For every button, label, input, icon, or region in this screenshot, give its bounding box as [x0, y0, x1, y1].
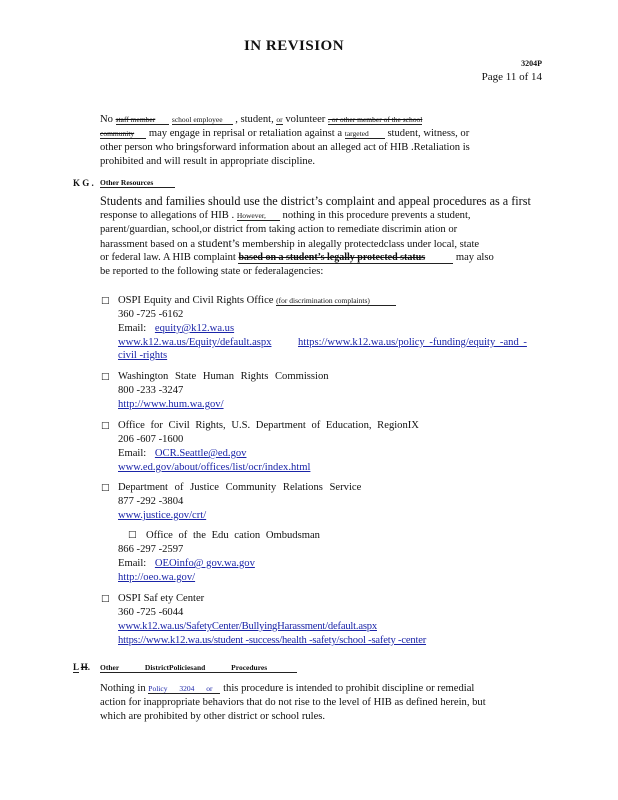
- retaliation-line-2-end: student, witness, or: [387, 128, 470, 139]
- checkbox-bullet-icon: □: [101, 296, 110, 306]
- strike-community: community: [100, 129, 146, 139]
- agency-email-row: [118, 447, 256, 461]
- agency-hum-rights: Washington State Human Rights Commission: [118, 371, 329, 382]
- retaliation-line-4: prohibited and will result in appropriate discipline.: [100, 156, 316, 167]
- checkbox-bullet-icon: □: [101, 594, 110, 604]
- section-k-label: K G .: [73, 178, 94, 188]
- page-of: of: [519, 71, 529, 83]
- word-however: However,: [237, 211, 280, 221]
- page-prefix: Page: [481, 71, 503, 83]
- section-k-line-2b: nothing in this procedure prevents a student,: [282, 210, 471, 221]
- document-status-title: IN REVISION: [243, 38, 345, 54]
- section-l-line-2: action for inappropriate behaviors that do not rise to the level of HIB as defined herein, but: [100, 697, 486, 708]
- checkbox-bullet-icon: □: [128, 530, 137, 540]
- section-h-letter-struck: H: [80, 662, 88, 672]
- word-students: student’s: [197, 236, 240, 250]
- strike-staff-member: staff member: [116, 115, 170, 125]
- agency-url-link-2-cont[interactable]: civil -rights: [118, 350, 168, 361]
- section-l-line-1a: Nothing in: [100, 683, 146, 694]
- section-k-line-3: parent/guardian, school,or district from taking action to remediate discrimin ation or: [100, 224, 458, 235]
- section-l-heading: Other DistrictPoliciesand Procedures: [100, 663, 297, 673]
- agency-ospi-equity: [118, 294, 396, 308]
- section-l-dot: .: [87, 662, 91, 672]
- section-k-line-2a: response to allegations of HIB .: [100, 210, 235, 221]
- agency-phone: 206 -607 -1600: [118, 434, 184, 445]
- policy-3204-reference: Policy 3204 or: [148, 684, 220, 694]
- email-link[interactable]: OCR.Seattle@ed.gov: [154, 448, 247, 459]
- agency-ocr: Office for Civil Rights, U.S. Department of Education, RegionIX: [118, 420, 419, 431]
- section-l-line-1: [100, 682, 474, 696]
- agency-url-link-2[interactable]: https://www.k12.wa.us/policy -funding/equity -and -: [298, 337, 527, 348]
- word-student: , student,: [235, 114, 274, 125]
- section-k-line-5b: may also: [455, 252, 494, 263]
- section-k-line-4: [100, 237, 479, 252]
- section-k-line-4a: harassment based on a: [100, 239, 196, 250]
- agency-url-link[interactable]: www.justice.gov/crt/: [118, 510, 207, 521]
- agency-url-link[interactable]: www.ed.gov/about/offices/list/ocr/index.html: [118, 462, 311, 473]
- agency-phone: 866 -297 -2597: [118, 544, 184, 555]
- page-indicator: [482, 71, 542, 83]
- email-label: Email:: [118, 448, 147, 459]
- checkbox-bullet-icon: □: [101, 421, 110, 431]
- section-k-line-5: [100, 251, 494, 265]
- email-link[interactable]: OEOinfo@ gov.wa.gov: [154, 558, 255, 569]
- email-link[interactable]: equity@k12.wa.us: [154, 323, 235, 334]
- retaliation-line-2: [100, 127, 469, 141]
- strike-protected-status: based on a student’s legally protected status: [238, 252, 453, 264]
- agency-phone: 360 -725 -6162: [118, 309, 184, 320]
- section-k-line-2: [100, 209, 471, 223]
- agency-safety-center: OSPI Saf ety Center: [118, 593, 205, 604]
- section-k-heading: Other Resources: [100, 178, 175, 188]
- agency-phone: 800 -233 -3247: [118, 385, 184, 396]
- section-k-line-6: be reported to the following state or federalagencies:: [100, 266, 324, 277]
- section-l-line-1b: this procedure is intended to prohibit discipline or remedial: [223, 683, 475, 694]
- agency-url-link[interactable]: www.k12.wa.us/SafetyCenter/BullyingHarassment/default.aspx: [118, 621, 377, 632]
- agency-email-row: [118, 557, 265, 571]
- retaliation-line-3: other person who bringsforward information about an alleged act of HIB .Retaliation is: [100, 142, 470, 153]
- word-school-employee: school employee: [172, 115, 233, 125]
- word-volunteer: volunteer: [285, 114, 326, 125]
- agency-url-link[interactable]: http://oeo.wa.gov/: [118, 572, 196, 583]
- section-k-line-4b: membership in alegally protectedclass under local, state: [242, 239, 480, 250]
- checkbox-bullet-icon: □: [101, 483, 110, 493]
- agency-name: OSPI Equity and Civil Rights Office: [118, 295, 274, 306]
- agency-phone: 360 -725 -6044: [118, 607, 184, 618]
- strike-other-member: , or other member of the school: [327, 115, 423, 124]
- section-l-letter: L: [73, 662, 79, 672]
- word-or: or: [276, 115, 283, 124]
- section-l-label: [73, 662, 90, 672]
- section-k-line-5a: or federal law. A HIB complaint: [100, 252, 236, 263]
- section-l-line-3: which are prohibited by other district or school rules.: [100, 711, 326, 722]
- agency-email-row: [118, 322, 248, 336]
- agency-note: (for discrimination complaints): [276, 296, 396, 306]
- page-number: 11: [505, 71, 517, 83]
- email-label: Email:: [118, 558, 147, 569]
- agency-ombudsman: Office of the Edu cation Ombudsman: [146, 530, 320, 541]
- procedure-code: 3204P: [521, 59, 542, 68]
- email-label: Email:: [118, 323, 147, 334]
- agency-phone: 877 -292 -3804: [118, 496, 184, 507]
- agency-url-link-2[interactable]: https://www.k12.wa.us/student -success/health -safety/school -safety -center: [118, 635, 427, 646]
- page-total: 14: [531, 71, 542, 83]
- word-no: No: [100, 114, 113, 125]
- word-targeted: targeted: [345, 129, 385, 139]
- agency-doj: Department of Justice Community Relations Service: [118, 482, 362, 493]
- checkbox-bullet-icon: □: [101, 372, 110, 382]
- retaliation-line-1: [100, 113, 422, 127]
- agency-url-link[interactable]: http://www.hum.wa.gov/: [118, 399, 224, 410]
- retaliation-line-2-text: may engage in reprisal or retaliation against a: [148, 128, 343, 139]
- agency-url-link[interactable]: www.k12.wa.us/Equity/default.aspx: [118, 337, 272, 348]
- section-k-line-1: Students and families should use the district’s complaint and appeal procedures as a first: [100, 194, 531, 208]
